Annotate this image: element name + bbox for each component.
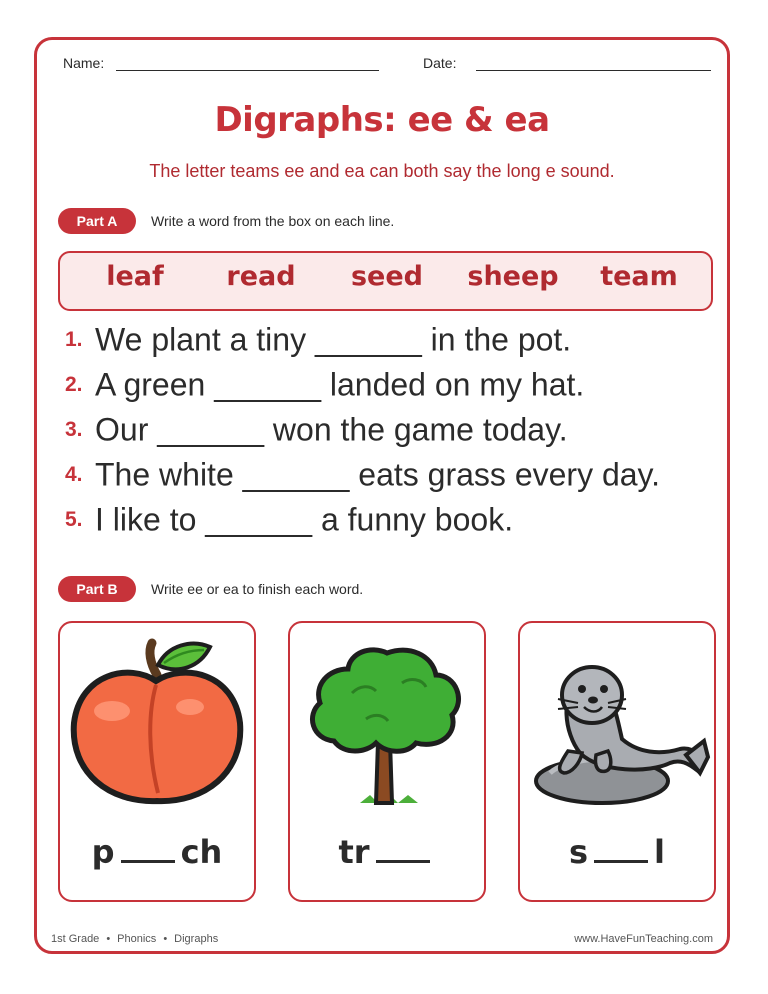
answer-blank[interactable] (376, 836, 430, 863)
part-b-instruction: Write ee or ea to finish each word. (151, 581, 364, 597)
sentence-number: 3. (65, 417, 83, 441)
word-seal (520, 833, 714, 871)
word-tree (290, 833, 484, 871)
footer-tag: 1st Grade (51, 933, 100, 945)
word-part-after: l (654, 833, 665, 871)
footer-website: www.HaveFunTeaching.com (574, 933, 713, 945)
date-line[interactable] (476, 70, 711, 71)
sentence-text[interactable]: Our ______ won the game today. (95, 411, 568, 448)
date-label: Date: (423, 55, 457, 71)
worksheet (34, 37, 730, 954)
sentence-number: 1. (65, 327, 83, 351)
part-a-instruction: Write a word from the box on each line. (151, 213, 395, 229)
sentence-item (65, 361, 584, 403)
answer-blank[interactable] (121, 836, 175, 863)
tree-image (290, 623, 484, 823)
word-part-after: ch (180, 833, 223, 871)
sentence-item (65, 496, 513, 538)
sentence-number: 5. (65, 507, 83, 531)
word-bank-item: sheep (467, 261, 559, 292)
word-peach (60, 833, 254, 871)
sentence-number: 2. (65, 372, 83, 396)
seal-image (520, 623, 714, 823)
word-part-before: p (91, 833, 115, 871)
word-bank (58, 251, 713, 311)
word-bank-item: read (226, 261, 296, 292)
footer-tags (51, 933, 218, 945)
sentence-text[interactable]: I like to ______ a funny book. (95, 501, 514, 538)
part-b-badge: Part B (58, 576, 136, 602)
word-card-peach (58, 621, 256, 902)
bullet-icon: • (163, 933, 168, 945)
word-card-seal (518, 621, 716, 902)
footer-tag: Phonics (117, 933, 157, 945)
answer-blank[interactable] (594, 836, 648, 863)
sentence-number: 4. (65, 462, 83, 486)
part-a-badge: Part A (58, 208, 136, 234)
sentence-item (65, 451, 660, 493)
page-subtitle: The letter teams ee and ea can both say the long e sound. (149, 161, 615, 181)
sentence-text[interactable]: The white ______ eats grass every day. (95, 456, 661, 493)
word-card-tree (288, 621, 486, 902)
word-bank-item: leaf (106, 261, 164, 292)
name-label: Name: (63, 55, 105, 71)
word-part-before: tr (338, 833, 370, 871)
peach-image (60, 623, 254, 823)
sentence-item (65, 316, 571, 358)
sentence-text[interactable]: We plant a tiny ______ in the pot. (95, 321, 572, 358)
sentence-text[interactable]: A green ______ landed on my hat. (95, 366, 585, 403)
name-line[interactable] (116, 70, 379, 71)
page-title: Digraphs: ee & ea (214, 100, 550, 140)
bullet-icon: • (106, 933, 111, 945)
sentence-item (65, 406, 568, 448)
footer-tag: Digraphs (174, 933, 219, 945)
word-bank-item: seed (350, 261, 424, 292)
word-bank-item: team (600, 261, 678, 292)
word-part-before: s (568, 833, 589, 871)
